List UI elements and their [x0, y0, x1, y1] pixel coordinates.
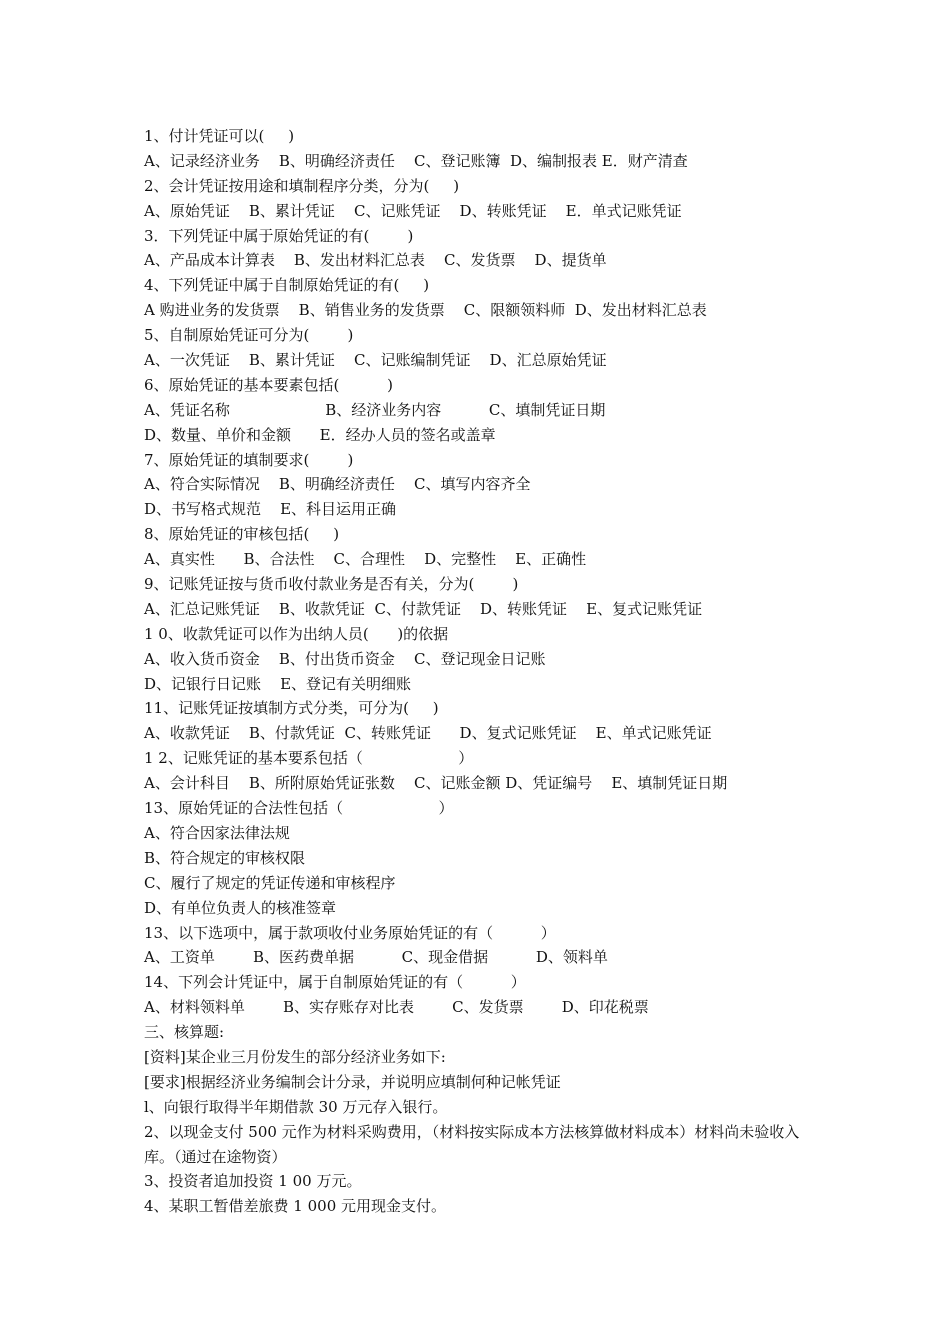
transaction-2: 2、以现金支付 500 元作为材料采购费用，（材料按实际成本方法核算做材料成本）材料尚未验收入库。（通过在途物资） [144, 1122, 800, 1166]
document-body [144, 124, 814, 1219]
question-14-options: A、材料领料单 B、实存账存对比表 C、发货票 D、印花税票 [144, 998, 649, 1017]
question-6-options-line2: D、数量、单价和金额 E．经办人员的签名或盖章 [144, 425, 496, 444]
question-8-options: A、真实性 B、合法性 C、合理性 D、完整性 E、正确性 [144, 550, 587, 569]
question-11-options: A、收款凭证 B、付款凭证 C、转账凭证 D、复式记账凭证 E、单式记账凭证 [144, 724, 712, 743]
question-9: 9、记账凭证按与货币收付款业务是否有关，分为( ) [144, 575, 519, 594]
question-12-options: A、会计科目 B、所附原始凭证张数 C、记账金额 D、凭证编号 E、填制凭证日期 [144, 774, 728, 793]
section-heading-calculation: 三、核算题: [144, 1023, 225, 1042]
question-10-options-line1: A、收入货币资金 B、付出货币资金 C、登记现金日记账 [144, 649, 546, 668]
question-4-options: A 购进业务的发货票 B、销售业务的发货票 C、限额领料师 D、发出材料汇总表 [144, 301, 707, 320]
question-13a-option-b: B、符合规定的审核权限 [144, 848, 306, 867]
question-13a-option-d: D、有单位负责人的核准签章 [144, 898, 337, 917]
question-13a: 13、原始凭证的合法性包括（ ） [144, 799, 454, 818]
question-7: 7、原始凭证的填制要求( ) [144, 450, 354, 469]
question-5: 5、自制原始凭证可分为( ) [144, 326, 354, 345]
question-8: 8、原始凭证的审核包括( ) [144, 525, 340, 544]
question-1-options: A、记录经济业务 B、明确经济责任 C、登记账簿 D、编制报表 E．财产清查 [144, 151, 688, 170]
question-4: 4、下列凭证中属于自制原始凭证的有( ) [144, 276, 430, 295]
question-3-options: A、产品成本计算表 B、发出材料汇总表 C、发货票 D、提货单 [144, 251, 607, 270]
question-6-options-line1: A、凭证名称 B、经济业务内容 C、填制凭证日期 [144, 400, 606, 419]
question-12: 1 2、记账凭证的基本要系包括（ ） [144, 749, 474, 768]
question-3: 3．下列凭证中属于原始凭证的有( ) [144, 226, 414, 245]
question-13b-options: A、工资单 B、医药费单据 C、现金借据 D、领料单 [144, 948, 608, 967]
question-13a-option-c: C、履行了规定的凭证传递和审核程序 [144, 873, 396, 892]
question-6: 6、原始凭证的基本要素包括( ) [144, 375, 393, 394]
question-7-options-line2: D、书写格式规范 E、科目运用正确 [144, 500, 397, 519]
requirement-statement: [要求]根据经济业务编制会计分录，并说明应填制何种记帐凭证 [144, 1072, 561, 1091]
question-2: 2、会计凭证按用途和填制程序分类，分为( ) [144, 176, 460, 195]
question-1: 1、付计凭证可以( ) [144, 127, 295, 145]
question-14: 14、下列会计凭证中，属于自制原始凭证的有（ ） [144, 973, 526, 992]
question-13a-option-a: A、符合因家法律法规 [144, 823, 290, 842]
transaction-4: 4、某职工暂借差旅费 1 000 元用现金支付。 [144, 1197, 447, 1216]
question-7-options-line1: A、符合实际情况 B、明确经济责任 C、填写内容齐全 [144, 475, 531, 494]
material-statement: [资料]某企业三月份发生的部分经济业务如下: [144, 1047, 446, 1066]
question-10-options-line2: D、记银行日记账 E、登记有关明细账 [144, 674, 412, 693]
question-13b: 13、以下选项中，属于款项收付业务原始凭证的有（ ） [144, 923, 556, 942]
transaction-1: l、向银行取得半年期借款 30 万元存入银行。 [144, 1097, 448, 1116]
question-11: 11、记账凭证按填制方式分类，可分为( ) [144, 699, 439, 718]
transaction-3: 3、投资者追加投资 1 00 万元。 [144, 1172, 362, 1191]
question-5-options: A、一次凭证 B、累计凭证 C、记账编制凭证 D、汇总原始凭证 [144, 351, 607, 370]
question-9-options: A、汇总记账凭证 B、收款凭证 C、付款凭证 D、转账凭证 E、复式记账凭证 [144, 599, 703, 618]
question-10: 1 0、收款凭证可以作为出纳人员( )的依据 [144, 624, 449, 643]
question-2-options: A、原始凭证 B、累计凭证 C、记账凭证 D、转账凭证 E．单式记账凭证 [144, 201, 682, 220]
